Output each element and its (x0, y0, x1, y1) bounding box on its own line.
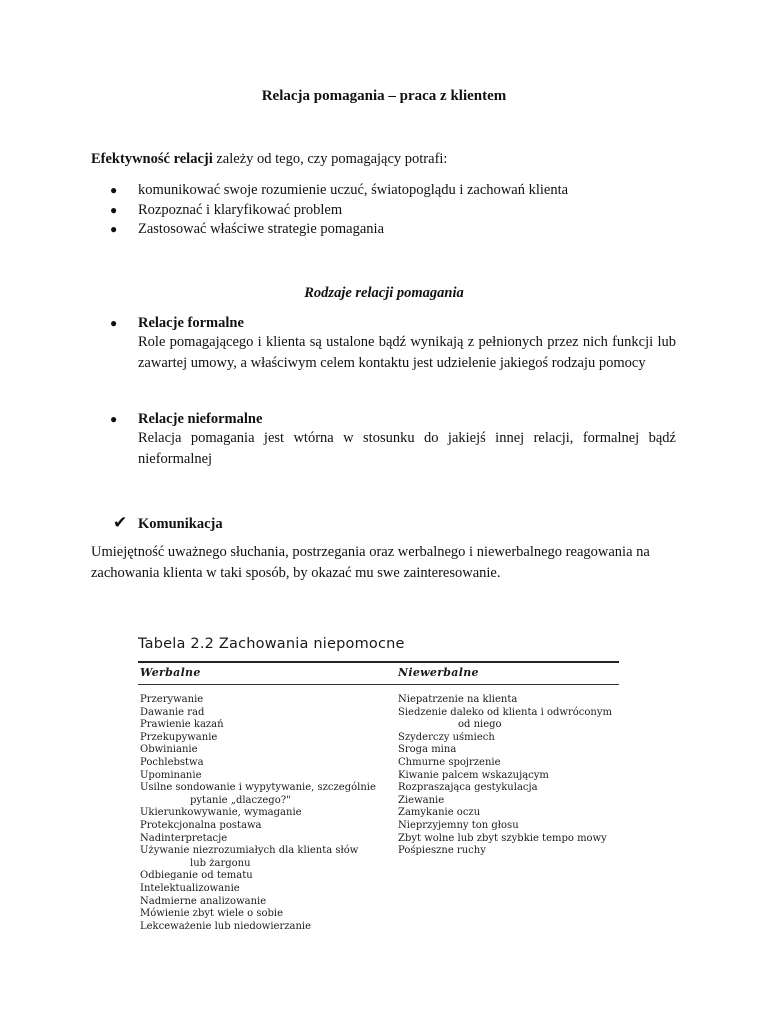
bullet-icon: ● (110, 412, 118, 426)
intro-bold: Efektywność relacji (91, 151, 213, 167)
checkmark-icon: ✔ (113, 513, 128, 532)
intro-bullet-list (110, 181, 568, 240)
table-row: Ukierunkowywanie, wymaganie (140, 807, 302, 819)
bullet-icon: ● (110, 222, 118, 236)
table-row: Obwinianie (140, 744, 198, 756)
relation-informal (110, 411, 676, 470)
communication-paragraph: Umiejętność uważnego słuchania, postrzegania oraz werbalnego i niewerbalnego reagowania na zachowania klienta w taki sposób, by okazać mu swe zainteresowanie. (91, 544, 650, 581)
list-item: ● Zastosować właściwe strategie pomagania (110, 220, 568, 240)
bullet-icon: ● (110, 183, 118, 197)
table-row: lub żargonu (190, 857, 251, 869)
table-row: Protekcjonalna postawa (140, 819, 262, 831)
table-row: Mówienie zbyt wiele o sobie (140, 908, 284, 920)
nonverbal-list (398, 694, 612, 858)
table-row: Pochlebstwa (140, 756, 204, 768)
table-row: Usilne sondowanie i wypytywanie, szczególnie (140, 782, 376, 794)
table-row: Nadinterpretacje (140, 832, 228, 844)
table-row: Prawienie kazań (140, 719, 224, 731)
table-row: Chmurne spojrzenie (398, 756, 501, 768)
relation-formal (110, 315, 676, 374)
table-row: Nadmierne analizowanie (140, 895, 267, 907)
table-row: Rozpraszająca gestykulacja (398, 782, 538, 794)
col-header-verbal: Werbalne (140, 666, 201, 679)
table-row: Przekupywanie (140, 731, 218, 743)
table-top-rule (138, 661, 619, 663)
table-row: Odbieganie od tematu (140, 870, 253, 882)
table-row: Szyderczy uśmiech (398, 731, 495, 743)
table-row: pytanie „dlaczego?" (190, 794, 291, 806)
table-row: Przerywanie (140, 694, 204, 705)
section-title: Rodzaje relacji pomagania (304, 285, 464, 301)
intro-sentence (91, 151, 447, 168)
communication-heading: ✔ Komunikacja (113, 513, 223, 532)
table-row: od niego (458, 719, 502, 731)
unhelpful-behaviours-table (138, 636, 619, 932)
table-row: Zamykanie oczu (398, 807, 481, 819)
table-row: Nieprzyjemny ton głosu (398, 819, 519, 831)
page-title: Relacja pomagania – praca z klientem (261, 88, 507, 104)
table-row: Ziewanie (398, 794, 445, 806)
relation-heading: Relacje formalne (138, 315, 244, 331)
relation-heading: Relacje nieformalne (138, 411, 263, 427)
table-row: Siedzenie daleko od klienta i odwróconym (398, 706, 612, 718)
relation-text: Relacja pomagania jest wtórna w stosunku do jakiejś innej relacji, formalnej bądź nieformalnej (138, 430, 676, 467)
table-header-rule (138, 684, 619, 685)
bullet-icon: ● (110, 202, 118, 217)
table-row: Lekceważenie lub niedowierzanie (140, 920, 312, 932)
list-item: ● komunikować swoje rozumienie uczuć, światopoglądu i zachowań klienta (110, 181, 568, 201)
table-row: Kiwanie palcem wskazującym (398, 769, 549, 781)
table-row: Upominanie (140, 769, 202, 781)
table-row: Pośpieszne ruchy (398, 845, 486, 857)
table-row: Niepatrzenie na klienta (398, 694, 518, 705)
table-row: Dawanie rad (140, 706, 205, 718)
intro-rest: zależy od tego, czy pomagający potrafi: (212, 151, 448, 167)
table-row: Sroga mina (398, 744, 457, 756)
col-header-nonverbal: Niewerbalne (398, 666, 479, 679)
verbal-list (140, 694, 376, 933)
table-row: Zbyt wolne lub zbyt szybkie tempo mowy (398, 832, 607, 844)
relation-text: Role pomagającego i klienta są ustalone bądź wynikają z pełnionych przez nich funkcji lub zawartej umowy, a właściwym celem kontaktu jest udzielenie jakiegoś rodzaju pomocy (138, 334, 676, 371)
bullet-icon: ● (110, 316, 118, 330)
table-row: Intelektualizowanie (140, 882, 240, 894)
table-caption: Tabela 2.2 Zachowania niepomocne (138, 636, 405, 652)
table-row: Używanie niezrozumiałych dla klienta słów (140, 845, 359, 857)
list-item: ● Rozpoznać i klaryfikować problem (110, 201, 568, 221)
